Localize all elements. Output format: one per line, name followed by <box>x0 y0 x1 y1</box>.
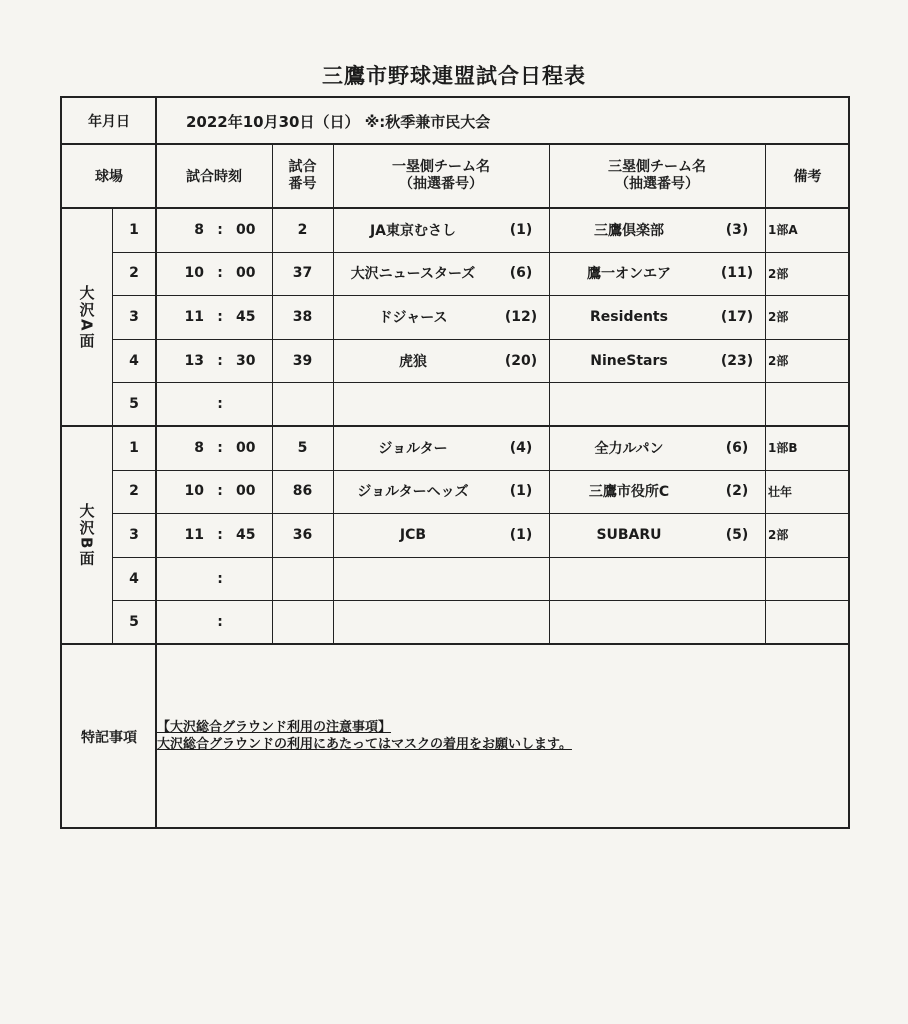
header-remarks: 備考 <box>793 169 822 185</box>
third-base-draw-number: (2) <box>725 483 749 500</box>
third-base-draw-number: (6) <box>725 439 749 456</box>
time-minute: 00 <box>236 483 256 500</box>
time-hour: 8 <box>194 221 204 238</box>
third-base-team: 全力ルパン <box>594 440 664 457</box>
game-number: 2 <box>297 221 308 238</box>
game-number <box>272 382 333 426</box>
venue-label-a: 大沢A面 <box>77 284 96 350</box>
first-base-draw-number: (1) <box>509 483 533 500</box>
grid-line <box>62 643 850 645</box>
special-notes-text <box>157 719 572 753</box>
first-base-draw-number: (1) <box>509 221 533 238</box>
third-base-draw-number: (11) <box>720 265 754 282</box>
time-hour: 11 <box>184 308 204 325</box>
row-number: 3 <box>129 526 139 543</box>
time-colon: : <box>217 439 223 456</box>
first-base-team: JCB <box>399 526 427 543</box>
date-value: 2022年10月30日（日） ※:秋季兼市民大会 <box>186 112 491 131</box>
time-colon: : <box>217 221 223 238</box>
time-colon: : <box>217 352 223 369</box>
remarks: 2部 <box>768 266 789 281</box>
special-notes-line-1: 【大沢総合グラウンド利用の注意事項】 <box>157 720 392 735</box>
grid-line <box>765 144 766 644</box>
grid-line <box>62 425 850 427</box>
special-notes-line-2: 大沢総合グラウンドの利用にあたってはマスクの着用をお願いします。 <box>157 737 572 752</box>
time-minute: 45 <box>236 526 256 543</box>
first-base-team: ドジャース <box>378 309 448 326</box>
header-time: 試合時刻 <box>186 169 242 185</box>
third-base-team <box>549 600 709 644</box>
first-base-draw-number <box>493 557 549 601</box>
header-third-base-line2: （抽選番号） <box>615 176 699 192</box>
third-base-draw-number: (5) <box>725 526 749 543</box>
third-base-team: 鷹一オンエア <box>587 266 671 283</box>
time-colon: : <box>217 526 223 543</box>
third-base-draw-number <box>709 382 765 426</box>
row-number: 1 <box>129 439 139 456</box>
time-minute: 00 <box>236 439 256 456</box>
remarks <box>765 382 850 426</box>
first-base-draw-number: (12) <box>504 308 538 325</box>
time-hour: 10 <box>184 483 204 500</box>
first-base-team <box>333 600 493 644</box>
game-number <box>272 600 333 644</box>
third-base-draw-number: (3) <box>725 221 749 238</box>
header-game-number <box>272 144 333 208</box>
grid-line <box>112 600 850 601</box>
third-base-team: SUBARU <box>596 526 662 543</box>
row-number: 3 <box>129 308 139 325</box>
time-colon: : <box>217 396 223 413</box>
remarks <box>765 557 850 601</box>
game-number: 39 <box>292 352 313 369</box>
third-base-team: 三鷹倶楽部 <box>594 222 664 239</box>
remarks <box>765 600 850 644</box>
first-base-team: 大沢ニュースターズ <box>350 266 476 283</box>
first-base-team <box>333 382 493 426</box>
time-hour: 13 <box>184 352 204 369</box>
grid-line <box>62 143 850 145</box>
first-base-draw-number: (20) <box>504 352 538 369</box>
game-number: 5 <box>297 439 308 456</box>
grid-line <box>272 144 273 644</box>
time-hour <box>156 557 208 601</box>
header-third-base <box>549 144 765 208</box>
row-number: 5 <box>129 614 139 631</box>
game-number: 37 <box>292 265 313 282</box>
first-base-team: ジョルターヘッズ <box>357 484 469 501</box>
time-hour <box>156 600 208 644</box>
game-number <box>272 557 333 601</box>
header-venue: 球場 <box>95 169 123 185</box>
row-number: 4 <box>129 352 139 369</box>
grid-line <box>112 339 850 340</box>
third-base-team: NineStars <box>590 352 668 369</box>
grid-line <box>112 557 850 558</box>
time-minute <box>232 557 272 601</box>
first-base-draw-number <box>493 600 549 644</box>
grid-line <box>112 470 850 471</box>
remarks: 2部 <box>768 528 789 543</box>
time-colon: : <box>217 614 223 631</box>
game-number: 36 <box>292 526 313 543</box>
first-base-draw-number: (1) <box>509 526 533 543</box>
venue-label-b: 大沢B面 <box>77 502 96 568</box>
first-base-team: 虎狼 <box>399 353 427 370</box>
remarks: 1部B <box>768 441 798 456</box>
date-label: 年月日 <box>88 114 130 130</box>
row-number: 5 <box>129 396 139 413</box>
grid-line <box>112 513 850 514</box>
special-notes-label: 特記事項 <box>81 729 137 746</box>
time-colon: : <box>217 308 223 325</box>
time-minute <box>232 382 272 426</box>
header-first-base <box>333 144 549 208</box>
game-number: 38 <box>292 308 313 325</box>
game-number: 86 <box>292 483 313 500</box>
third-base-draw-number <box>709 600 765 644</box>
grid-line <box>112 208 113 644</box>
header-third-base-line1: 三塁側チーム名 <box>608 159 706 175</box>
grid-line <box>112 252 850 253</box>
time-colon: : <box>217 483 223 500</box>
third-base-team <box>549 557 709 601</box>
time-minute: 30 <box>236 352 256 369</box>
first-base-team: JA東京むさし <box>369 222 457 239</box>
remarks: 2部 <box>768 310 789 325</box>
row-number: 4 <box>129 570 139 587</box>
time-hour: 8 <box>194 439 204 456</box>
time-hour <box>156 382 208 426</box>
time-colon: : <box>217 570 223 587</box>
time-hour: 10 <box>184 265 204 282</box>
header-first-base-line2: （抽選番号） <box>399 176 483 192</box>
page-title: 三鷹市野球連盟試合日程表 <box>322 64 586 88</box>
time-hour: 11 <box>184 526 204 543</box>
first-base-team: ジョルター <box>378 440 448 457</box>
third-base-draw-number: (17) <box>720 308 754 325</box>
grid-line <box>549 144 550 644</box>
grid-line <box>112 295 850 296</box>
row-number: 2 <box>129 265 139 282</box>
time-minute: 45 <box>236 308 256 325</box>
third-base-team <box>549 382 709 426</box>
first-base-draw-number: (6) <box>509 265 533 282</box>
header-first-base-line1: 一塁側チーム名 <box>392 159 490 175</box>
time-minute <box>232 600 272 644</box>
row-number: 2 <box>129 483 139 500</box>
time-minute: 00 <box>236 265 256 282</box>
first-base-team <box>333 557 493 601</box>
first-base-draw-number: (4) <box>509 439 533 456</box>
header-game-number-line2: 番号 <box>288 176 317 192</box>
third-base-draw-number <box>709 557 765 601</box>
grid-line <box>333 144 334 644</box>
grid-line <box>62 207 850 209</box>
row-number: 1 <box>129 221 139 238</box>
remarks: 2部 <box>768 354 789 369</box>
remarks: 壮年 <box>768 484 793 499</box>
first-base-draw-number <box>493 382 549 426</box>
time-colon: : <box>217 265 223 282</box>
third-base-team: Residents <box>590 308 668 325</box>
remarks: 1部A <box>768 223 798 238</box>
grid-line <box>112 382 850 383</box>
third-base-team: 三鷹市役所C <box>588 484 670 501</box>
time-minute: 00 <box>236 221 256 238</box>
third-base-draw-number: (23) <box>720 352 754 369</box>
header-game-number-line1: 試合 <box>288 159 317 175</box>
